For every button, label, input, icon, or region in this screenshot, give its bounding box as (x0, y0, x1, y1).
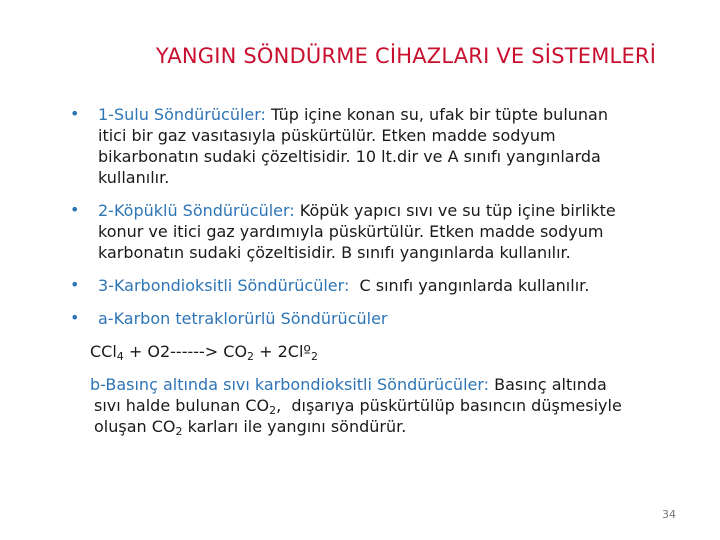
bullet-dot: • (70, 200, 80, 219)
bullet-heading: 1-Sulu Söndürücüler: (98, 105, 266, 124)
slide-title: YANGIN SÖNDÜRME CİHAZLARI VE SİSTEMLERİ (155, 44, 657, 68)
bullet-text: kullanılır. (98, 168, 170, 187)
equation-part: CCl (90, 342, 117, 361)
bullet-karbondioksitli (58, 275, 688, 296)
equation-subscript: 4 (116, 350, 124, 363)
bullet-text: bikarbonatın sudaki çözeltisidir. 10 lt.dir ve A sınıfı yangınlarda (98, 147, 601, 166)
paragraph-basinc (58, 374, 688, 437)
equation-part: + 2Clº (254, 342, 311, 361)
paragraph-text: karları ile yangını söndürür. (182, 417, 407, 436)
paragraph-text: oluşan CO (94, 417, 176, 436)
page-number: 34 (662, 508, 676, 521)
paragraph-text: , dışarıya püskürtülüp basıncın düşmesiyle (276, 396, 622, 415)
bullet-dot: • (70, 308, 80, 327)
bullet-dot: • (70, 104, 80, 123)
bullet-sulu (58, 104, 688, 188)
paragraph-subscript: 2 (175, 425, 183, 438)
paragraph-text: sıvı halde bulunan CO (94, 396, 270, 415)
bullet-heading: a-Karbon tetraklorürlü Söndürücüler (98, 309, 388, 328)
reaction-equation (58, 341, 688, 362)
paragraph-line (94, 395, 688, 416)
slide-content (58, 104, 688, 437)
bullet-heading: 3-Karbondioksitli Söndürücüler: (98, 276, 350, 295)
equation-subscript: 2 (247, 350, 255, 363)
paragraph-line (90, 374, 688, 395)
paragraph-text: Basınç altında (489, 375, 607, 394)
bullet-text: itici bir gaz vasıtasıyla püskürtülür. Etken madde sodyum (98, 126, 556, 145)
equation-subscript: 2 (310, 350, 318, 363)
equation-part: + O2------> CO (123, 342, 248, 361)
paragraph-heading: b-Basınç altında sıvı karbondioksitli Söndürücüler: (90, 375, 490, 394)
bullet-text: Tüp içine konan su, ufak bir tüpte bulunan (265, 105, 608, 124)
bullet-heading: 2-Köpüklü Söndürücüler: (98, 201, 295, 220)
bullet-dot: • (70, 275, 80, 294)
bullet-karbon-tetraklorur (58, 308, 688, 329)
bullet-text: karbonatın sudaki çözeltisidir. B sınıfı yangınlarda kullanılır. (98, 243, 571, 262)
bullet-text: C sınıfı yangınlarda kullanılır. (349, 276, 590, 295)
bullet-text: konur ve itici gaz yardımıyla püskürtülür. Etken madde sodyum (98, 222, 604, 241)
bullet-kopuklu (58, 200, 688, 263)
paragraph-subscript: 2 (269, 404, 277, 417)
paragraph-line (94, 416, 688, 437)
bullet-text: Köpük yapıcı sıvı ve su tüp içine birlikte (294, 201, 616, 220)
